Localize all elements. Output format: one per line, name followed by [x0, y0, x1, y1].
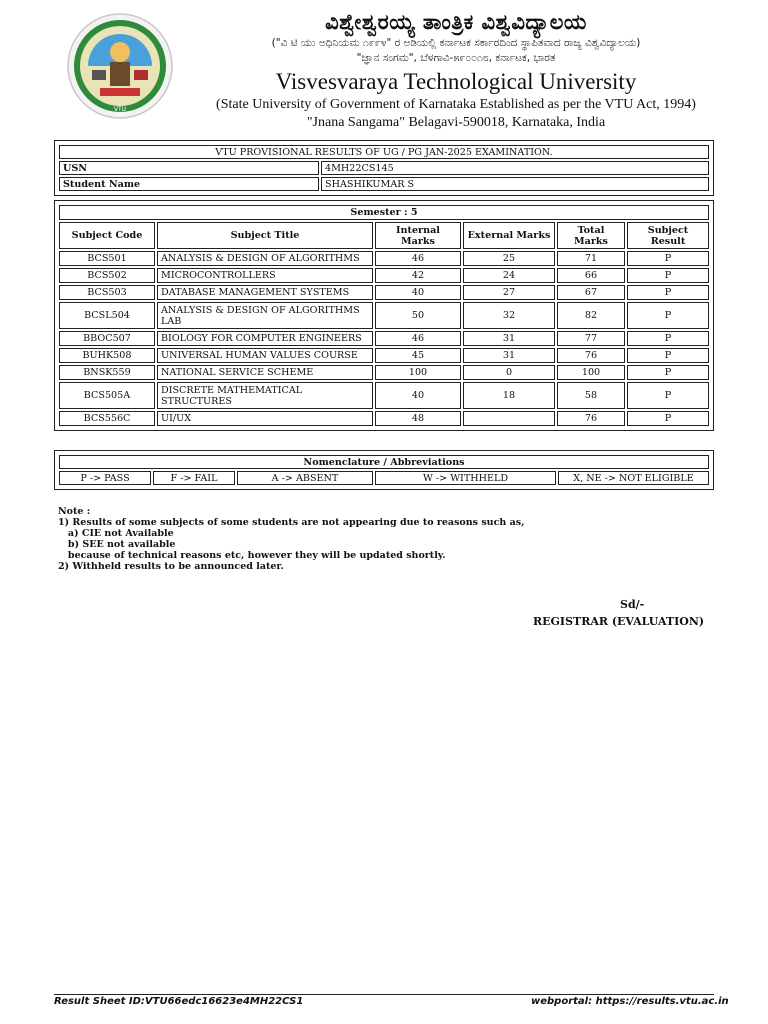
internal-marks: 42 — [375, 268, 461, 283]
registrar-title: REGISTRAR (EVALUATION) — [533, 615, 705, 628]
external-marks: 0 — [463, 365, 555, 380]
abbreviation-item: X, NE -> NOT ELIGIBLE — [558, 471, 709, 485]
notes-heading: Note : — [58, 506, 91, 517]
internal-marks: 46 — [375, 331, 461, 346]
web-portal-link[interactable]: webportal: https://results.vtu.ac.in — [531, 996, 729, 1007]
table-row — [59, 285, 709, 300]
subject-title: ANALYSIS & DESIGN OF ALGORITHMS LAB — [157, 302, 373, 329]
student-name-label: Student Name — [59, 177, 319, 191]
abbreviation-item: W -> WITHHELD — [375, 471, 556, 485]
university-subtitle-kannada: ("ವಿ ಟಿ ಯು ಅಧಿನಿಯಮ ೧೯೯೪" ರ ಅಡಿಯಲ್ಲಿ ಕರ್ನಾಟಕ ಸರ್ಕಾರದಿಂದ ಸ್ಥಾಪಿತವಾದ ರಾಜ್ಯ ವಿಶ್ವವಿದ್ಯಾಲಯ) — [271, 37, 641, 49]
subject-result: P — [627, 331, 709, 346]
subject-title: NATIONAL SERVICE SCHEME — [157, 365, 373, 380]
internal-marks: 50 — [375, 302, 461, 329]
subject-code: BCS501 — [59, 251, 155, 266]
total-marks: 100 — [557, 365, 625, 380]
results-box — [54, 200, 714, 431]
nomenclature-title: Nomenclature / Abbreviations — [59, 455, 709, 469]
student-name-value: SHASHIKUMAR S — [321, 177, 709, 191]
subject-result: P — [627, 302, 709, 329]
column-header: Subject Title — [157, 222, 373, 249]
subject-title: DATABASE MANAGEMENT SYSTEMS — [157, 285, 373, 300]
exam-title: VTU PROVISIONAL RESULTS OF UG / PG JAN-2025 EXAMINATION. — [59, 145, 709, 159]
note-line: a) CIE not Available — [58, 528, 174, 539]
total-marks: 67 — [557, 285, 625, 300]
subject-code: BBOC507 — [59, 331, 155, 346]
table-row — [59, 268, 709, 283]
subject-result: P — [627, 382, 709, 409]
total-marks: 77 — [557, 331, 625, 346]
notes-section — [58, 506, 558, 572]
abbreviation-item: A -> ABSENT — [237, 471, 373, 485]
total-marks: 76 — [557, 348, 625, 363]
internal-marks: 46 — [375, 251, 461, 266]
note-line: 1) Results of some subjects of some students are not appearing due to reasons such as, — [58, 517, 525, 528]
total-marks: 66 — [557, 268, 625, 283]
university-address-kannada: "ಜ್ಞಾನ ಸಂಗಮ", ಬೆಳಗಾವಿ-೫೯೦೦೧೮, ಕರ್ನಾಟಕ, ಭಾರತ — [356, 52, 556, 64]
usn-label: USN — [59, 161, 319, 175]
subject-title: UI/UX — [157, 411, 373, 426]
table-row — [59, 348, 709, 363]
table-row — [59, 382, 709, 409]
signature-sd: Sd/- — [620, 598, 645, 611]
note-line: because of technical reasons etc, however they will be updated shortly. — [58, 550, 446, 561]
column-header: Subject Code — [59, 222, 155, 249]
subject-title: DISCRETE MATHEMATICAL STRUCTURES — [157, 382, 373, 409]
table-row — [59, 331, 709, 346]
internal-marks: 48 — [375, 411, 461, 426]
subject-result: P — [627, 365, 709, 380]
internal-marks: 100 — [375, 365, 461, 380]
nomenclature-box — [54, 450, 714, 490]
university-address-english: "Jnana Sangama" Belagavi-590018, Karnataka, India — [306, 115, 606, 130]
external-marks: 25 — [463, 251, 555, 266]
total-marks: 82 — [557, 302, 625, 329]
internal-marks: 45 — [375, 348, 461, 363]
university-name-english: Visvesvaraya Technological University — [275, 69, 637, 94]
external-marks: 27 — [463, 285, 555, 300]
external-marks: 31 — [463, 331, 555, 346]
semester-label: Semester : 5 — [59, 205, 709, 220]
abbreviation-item: P -> PASS — [59, 471, 151, 485]
note-line: b) SEE not available — [58, 539, 176, 550]
subject-code: BCS502 — [59, 268, 155, 283]
subject-result: P — [627, 285, 709, 300]
subject-result: P — [627, 348, 709, 363]
column-header: Total Marks — [557, 222, 625, 249]
subject-result: P — [627, 251, 709, 266]
subject-title: MICROCONTROLLERS — [157, 268, 373, 283]
column-header: Internal Marks — [375, 222, 461, 249]
external-marks: 24 — [463, 268, 555, 283]
external-marks: 32 — [463, 302, 555, 329]
table-row — [59, 302, 709, 329]
internal-marks: 40 — [375, 382, 461, 409]
column-header: Subject Result — [627, 222, 709, 249]
external-marks: 31 — [463, 348, 555, 363]
subject-result: P — [627, 268, 709, 283]
subject-code: BCSL504 — [59, 302, 155, 329]
university-header — [186, 8, 726, 132]
subject-code: BCS556C — [59, 411, 155, 426]
total-marks: 71 — [557, 251, 625, 266]
column-header: External Marks — [463, 222, 555, 249]
student-info-box — [54, 140, 714, 196]
note-line: 2) Withheld results to be announced later. — [58, 561, 284, 572]
external-marks: 18 — [463, 382, 555, 409]
subject-code: BCS505A — [59, 382, 155, 409]
abbreviation-item: F -> FAIL — [153, 471, 235, 485]
university-name-kannada: ವಿಶ್ವೇಶ್ವರಯ್ಯ ತಾಂತ್ರಿಕ ವಿಶ್ವವಿದ್ಯಾಲಯ — [325, 10, 587, 34]
subject-result: P — [627, 411, 709, 426]
footer-divider — [54, 994, 714, 995]
subject-title: ANALYSIS & DESIGN OF ALGORITHMS — [157, 251, 373, 266]
subject-code: BNSK559 — [59, 365, 155, 380]
subject-code: BUHK508 — [59, 348, 155, 363]
university-logo — [66, 12, 174, 120]
total-marks: 58 — [557, 382, 625, 409]
subject-title: BIOLOGY FOR COMPUTER ENGINEERS — [157, 331, 373, 346]
results-header-row — [59, 222, 709, 249]
university-subtitle-english: (State University of Government of Karnataka Established as per the VTU Act, 1994) — [216, 97, 696, 112]
svg-text:VTU: VTU — [113, 106, 127, 113]
subject-title: UNIVERSAL HUMAN VALUES COURSE — [157, 348, 373, 363]
table-row — [59, 365, 709, 380]
total-marks: 76 — [557, 411, 625, 426]
result-sheet-id: Result Sheet ID:VTU66edc16623e4MH22CS1 — [54, 996, 304, 1007]
table-row — [59, 411, 709, 426]
table-row — [59, 251, 709, 266]
internal-marks: 40 — [375, 285, 461, 300]
subject-code: BCS503 — [59, 285, 155, 300]
usn-value: 4MH22CS145 — [321, 161, 709, 175]
external-marks — [463, 411, 555, 426]
